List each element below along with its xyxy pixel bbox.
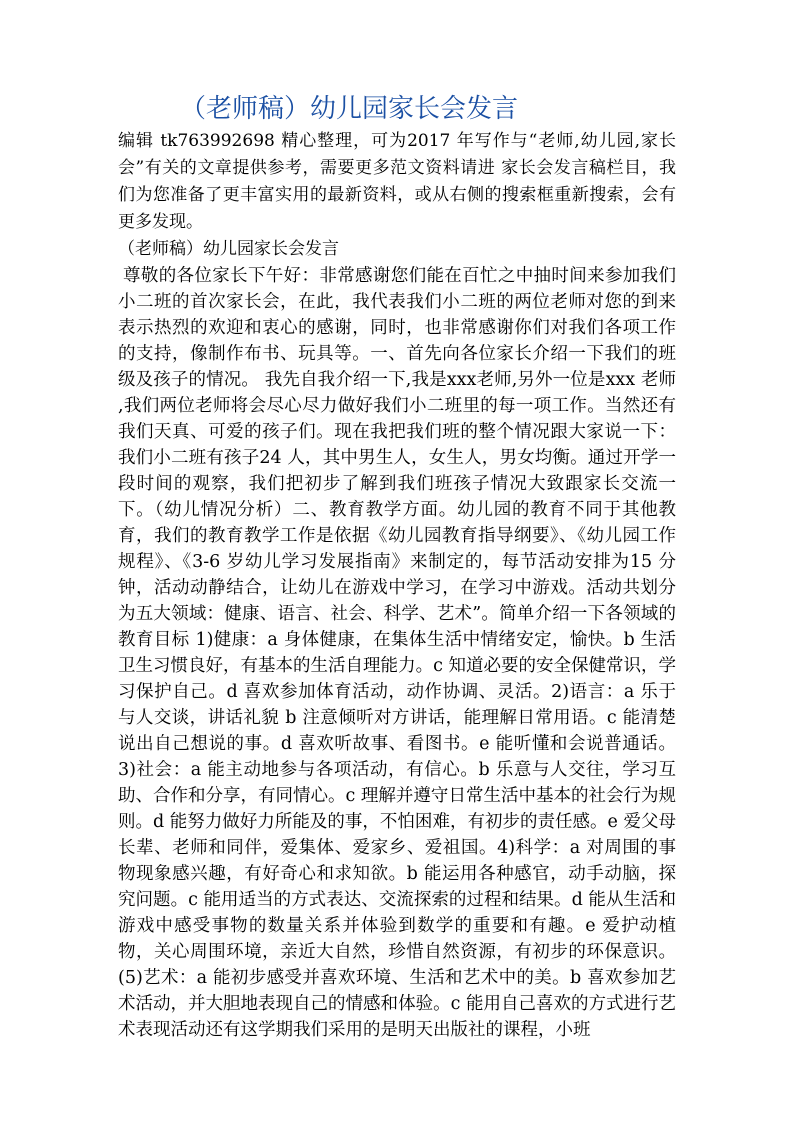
section-subtitle: （老师稿）幼儿园家长会发言	[118, 239, 339, 259]
intro-paragraph: 编辑 tk763992698 精心整理，可为2017 年写作与“老师,幼儿园,家长会”有关的文章提供参考，需要更多范文资料请进 家长会发言稿栏目，我们为您准备了更丰富实用的最新资料，或从右侧的搜索框重新搜索，会有更多发现。	[118, 131, 676, 232]
document-title: （老师稿）幼儿园家长会发言	[180, 94, 519, 124]
speech-body: 尊敬的各位家长下午好：非常感谢您们能在百忙之中抽时间来参加我们小二班的首次家长会，在此，我代表我们小二班的两位老师对您的到来表示热烈的欢迎和衷心的感谢，同时，也非常感谢你们对我们各项工作的支持，像制作布书、玩具等。一、首先向各位家长介绍一下我们的班级及孩子的情况。 我先自我介绍一下,我是xxx老师,另外一位是xxx 老师 ,我们两位老师将会尽心尽力做好我们小二班里的每一项工作。当然还有我们天真、可爱的孩子们。现在我把我们班的整个情况跟大家说一下：我们小二班有孩子24 人，其中男生人，女生人，男女均衡。通过开学一段时间的观察，我们把初步了解到我们班孩子情况大致跟家长交流一下。（幼儿情况分析）二、教育教学方面。幼儿园的教育不同于其他教育，我们的教育教学工作是依据《幼儿园教育指导纲要》、《幼儿园工作规程》、《3-6 岁幼儿学习发展指南》来制定的，每节活动安排为15 分钟，活动动静结合，让幼儿在游戏中学习，在学习中游戏。活动共划分为五大领域：健康、语言、社会、科学、艺术”。简单介绍一下各领域的教育目标 1)健康：a 身体健康，在集体生活中情绪安定，愉快。b 生活卫生习惯良好，有基本的生活自理能力。c 知道必要的安全保健常识，学习保护自己。d 喜欢参加体育活动，动作协调、灵活。2)语言：a 乐于与人交谈，讲话礼貌 b 注意倾听对方讲话，能理解日常用语。c 能清楚说出自己想说的事。d 喜欢听故事、看图书。e 能听懂和会说普通话。3)社会：a 能主动地参与各项活动，有信心。b 乐意与人交往，学习互助、合作和分享，有同情心。c 理解并遵守日常生活中基本的社会行为规则。d 能努力做好力所能及的事，不怕困难，有初步的责任感。e 爱父母长辈、老师和同伴，爱集体、爱家乡、爱祖国。4)科学：a 对周围的事物现象感兴趣，有好奇心和求知欲。b 能运用各种感官，动手动脑，探究问题。c 能用适当的方式表达、交流探索的过程和结果。d 能从生活和游戏中感受事物的数量关系并体验到数学的重要和有趣。e 爱护动植物，关心周围环境，亲近大自然，珍惜自然资源，有初步的环保意识。(5)艺术：a 能初步感受并喜欢环境、生活和艺术中的美。b 喜欢参加艺术活动，并大胆地表现自己的情感和体验。c 能用自己喜欢的方式进行艺术表现活动还有这学期我们采用的是明天出版社的课程，小班	[118, 266, 676, 1040]
document-page	[118, 92, 676, 1043]
